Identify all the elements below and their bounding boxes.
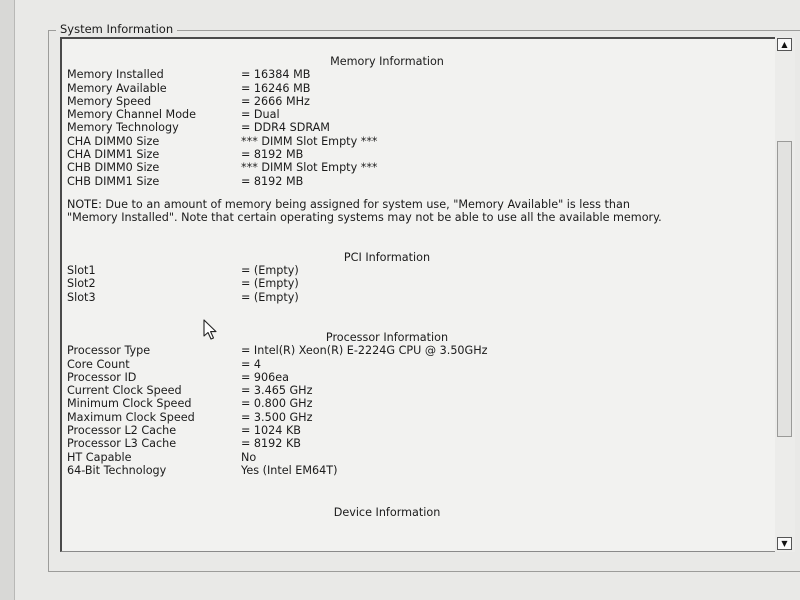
scrollbar-thumb[interactable] — [777, 141, 792, 437]
memory-note: NOTE: Due to an amount of memory being assigned for system use, "Memory Available" is less than "Memory Installed". Note that certain operating systems may not be able to use all the available memory. — [67, 197, 662, 225]
processor-row — [67, 371, 767, 384]
processor-row — [67, 397, 767, 410]
memory-row — [67, 175, 767, 188]
memory-row — [67, 82, 767, 95]
memory-info-list — [67, 68, 767, 188]
row-label: Core Count — [67, 357, 130, 371]
row-value: = 16384 MB — [241, 68, 311, 82]
row-label: Maximum Clock Speed — [67, 410, 195, 424]
memory-row — [67, 108, 767, 121]
row-value: = 0.800 GHz — [241, 397, 313, 411]
row-value: = Dual — [241, 108, 280, 122]
pci-row — [67, 291, 767, 304]
row-value: *** DIMM Slot Empty *** — [241, 134, 378, 148]
pci-info-list — [67, 264, 767, 304]
row-value: = 906ea — [241, 370, 290, 384]
pci-row — [67, 264, 767, 277]
system-information-panel — [60, 37, 795, 552]
groupbox-title: System Information — [56, 22, 177, 36]
row-label: Memory Installed — [67, 68, 164, 82]
row-value: = 8192 MB — [241, 174, 304, 188]
processor-information-title: Processor Information — [325, 330, 449, 344]
row-label: Current Clock Speed — [67, 384, 182, 398]
row-value: = 8192 MB — [241, 148, 304, 162]
row-label: CHA DIMM1 Size — [67, 148, 160, 162]
device-information-title: Device Information — [333, 506, 441, 520]
memory-row — [67, 135, 767, 148]
row-value: = (Empty) — [241, 290, 299, 304]
row-label: Slot3 — [67, 290, 96, 304]
row-value: = Intel(R) Xeon(R) E-2224G CPU @ 3.50GHz — [241, 344, 488, 358]
processor-row — [67, 411, 767, 424]
row-label: HT Capable — [67, 450, 132, 464]
row-value: = 8192 KB — [241, 437, 301, 451]
row-value: *** DIMM Slot Empty *** — [241, 161, 378, 175]
memory-information-title: Memory Information — [330, 55, 444, 68]
row-value: = 1024 KB — [241, 424, 301, 438]
row-value: = 2666 MHz — [241, 94, 310, 108]
pci-row — [67, 277, 767, 290]
row-label: Processor Type — [67, 344, 151, 358]
processor-row — [67, 344, 767, 357]
row-label: Memory Technology — [67, 121, 179, 135]
row-value: = 3.465 GHz — [241, 384, 313, 398]
processor-row — [67, 384, 767, 397]
left-edge-strip — [0, 0, 15, 600]
arrow-down-icon[interactable]: ▼ — [777, 537, 792, 550]
row-label: Processor L3 Cache — [67, 437, 177, 451]
row-label: Memory Channel Mode — [67, 108, 197, 122]
row-label: Processor L2 Cache — [67, 424, 177, 438]
row-value: = 4 — [241, 357, 262, 371]
row-label: Slot1 — [67, 264, 96, 278]
memory-row — [67, 161, 767, 174]
row-label: Processor ID — [67, 370, 137, 384]
row-label: Minimum Clock Speed — [67, 397, 192, 411]
processor-row — [67, 464, 767, 477]
row-label: CHB DIMM0 Size — [67, 161, 160, 175]
row-value: = 16246 MB — [241, 81, 311, 95]
vertical-scrollbar[interactable] — [775, 37, 795, 552]
processor-row — [67, 424, 767, 437]
row-value: Yes (Intel EM64T) — [241, 463, 338, 477]
row-value: No — [241, 450, 257, 464]
row-label: Memory Available — [67, 81, 167, 95]
system-information-content — [67, 55, 767, 520]
row-label: CHA DIMM0 Size — [67, 134, 160, 148]
arrow-up-icon[interactable]: ▲ — [777, 38, 792, 51]
memory-row — [67, 121, 767, 134]
memory-row — [67, 148, 767, 161]
memory-row — [67, 95, 767, 108]
row-label: Slot2 — [67, 277, 96, 291]
row-value: = 3.500 GHz — [241, 410, 313, 424]
row-label: CHB DIMM1 Size — [67, 174, 160, 188]
row-label: 64-Bit Technology — [67, 463, 167, 477]
row-value: = DDR4 SDRAM — [241, 121, 330, 135]
pci-information-title: PCI Information — [343, 250, 431, 264]
processor-row — [67, 437, 767, 450]
processor-row — [67, 451, 767, 464]
memory-row — [67, 68, 767, 81]
row-label: Memory Speed — [67, 94, 152, 108]
processor-row — [67, 358, 767, 371]
row-value: = (Empty) — [241, 277, 299, 291]
mouse-pointer-icon — [203, 319, 219, 341]
processor-info-list — [67, 344, 767, 477]
row-value: = (Empty) — [241, 264, 299, 278]
